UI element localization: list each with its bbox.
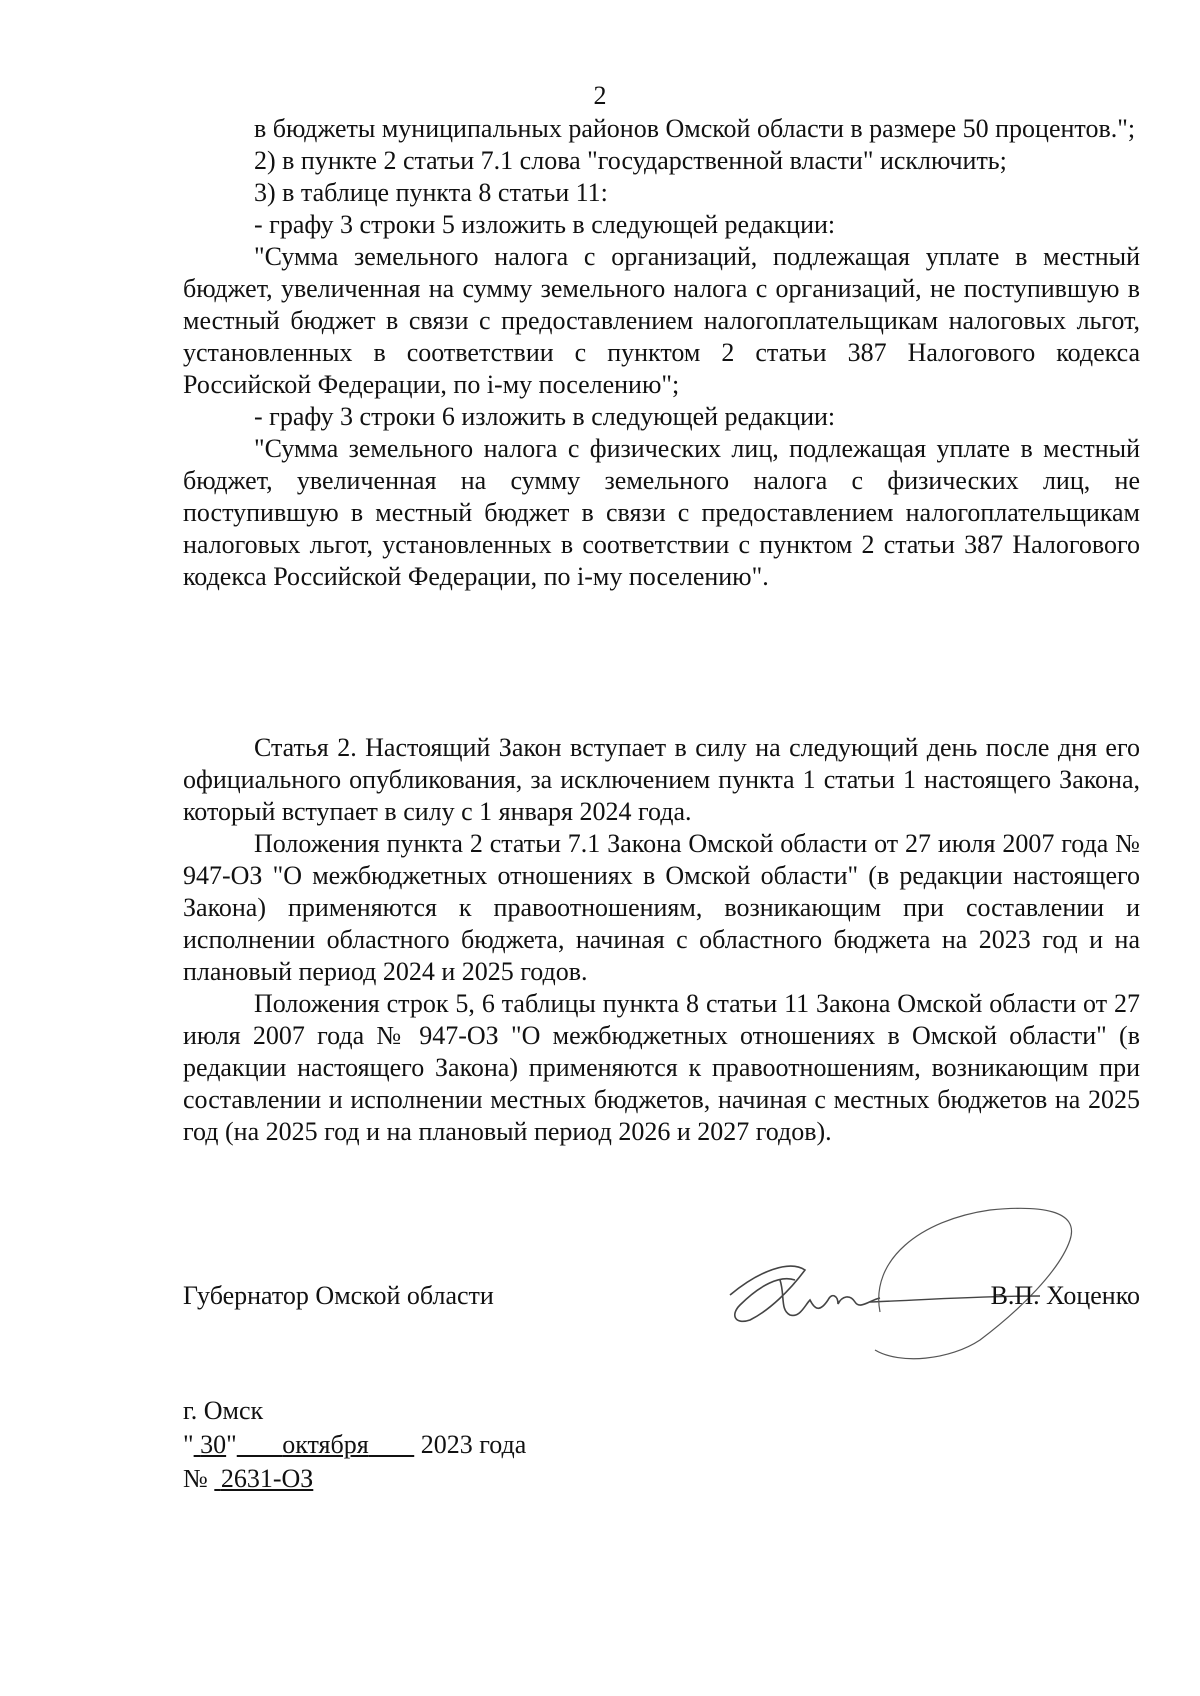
signature-block [183, 1280, 1140, 1340]
article-2-paragraph: Положения пункта 2 статьи 7.1 Закона Омской области от 27 июля 2007 года № 947-ОЗ "О межбюджетных отношениях в Омской области" (в редакции настоящего Закона) применяются к правоотношениям, возникающим при составлении и исполнении областного бюджета, начиная с областного бюджета на 2023 год и на плановый период 2024 и 2025 годов. [183, 829, 1140, 986]
date-quote-close: " [226, 1430, 237, 1459]
date-quote-open: " [183, 1430, 194, 1459]
date-year: 2023 года [420, 1430, 527, 1459]
number-value [214, 1464, 313, 1493]
paragraph: в бюджеты муниципальных районов Омской области в размере 50 процентов."; [254, 114, 1136, 143]
paragraph: 3) в таблице пункта 8 статьи 11: [254, 178, 608, 207]
signing-date [183, 1428, 526, 1462]
place-date-number [183, 1394, 526, 1496]
paragraph: 2) в пункте 2 статьи 7.1 слова "государственной власти" исключить; [254, 146, 1007, 175]
date-month [237, 1430, 414, 1459]
day-value: 30 [200, 1430, 227, 1459]
date-day [194, 1430, 227, 1459]
law-number [183, 1462, 526, 1496]
article-2 [183, 732, 1140, 1148]
paragraph: - графу 3 строки 6 изложить в следующей редакции: [254, 402, 836, 431]
page-number: 2 [593, 81, 607, 110]
paragraph: "Сумма земельного налога с физических лиц, подлежащая уплате в местный бюджет, увеличенная на сумму земельного налога с физических лиц, не поступившую в местный бюджет в связи с предоставлением налогоплательщикам налоговых льгот, установленных в соответствии с пунктом 2 статьи 387 Налогового кодекса Российской Федерации, по i-му поселению". [183, 434, 1140, 591]
signatory-position: Губернатор Омской области [183, 1281, 494, 1310]
article-2-paragraph: Положения строк 5, 6 таблицы пункта 8 статьи 11 Закона Омской области от 27 июля 2007 года № 947-ОЗ "О межбюджетных отношениях в Омской области" (в редакции настоящего Закона) применяются к правоотношениям, возникающим при составлении и исполнении местных бюджетов, начиная с местных бюджетов на 2025 год (на 2025 год и на плановый период 2026 и 2027 годов). [183, 989, 1140, 1146]
number-sign: № [183, 1464, 208, 1493]
signatory-name: В.П. Хоценко [990, 1281, 1140, 1310]
article-1-continuation [183, 113, 1140, 593]
number-text: 2631-ОЗ [220, 1464, 314, 1493]
paragraph: "Сумма земельного налога с организаций, подлежащая уплате в местный бюджет, увеличенная на сумму земельного налога с организаций, не поступившую в местный бюджет в связи с предоставлением налогоплательщикам налоговых льгот, установленных в соответствии с пунктом 2 статьи 387 Налогового кодекса Российской Федерации, по i-му поселению"; [183, 242, 1140, 399]
paragraph: - графу 3 строки 5 изложить в следующей редакции: [254, 210, 836, 239]
month-value: октября [282, 1430, 369, 1459]
article-2-paragraph: Статья 2. Настоящий Закон вступает в силу на следующий день после дня его официального опубликования, за исключением пункта 1 статьи 1 настоящего Закона, который вступает в силу с 1 января 2024 года. [183, 733, 1140, 826]
city: г. Омск [183, 1396, 264, 1425]
